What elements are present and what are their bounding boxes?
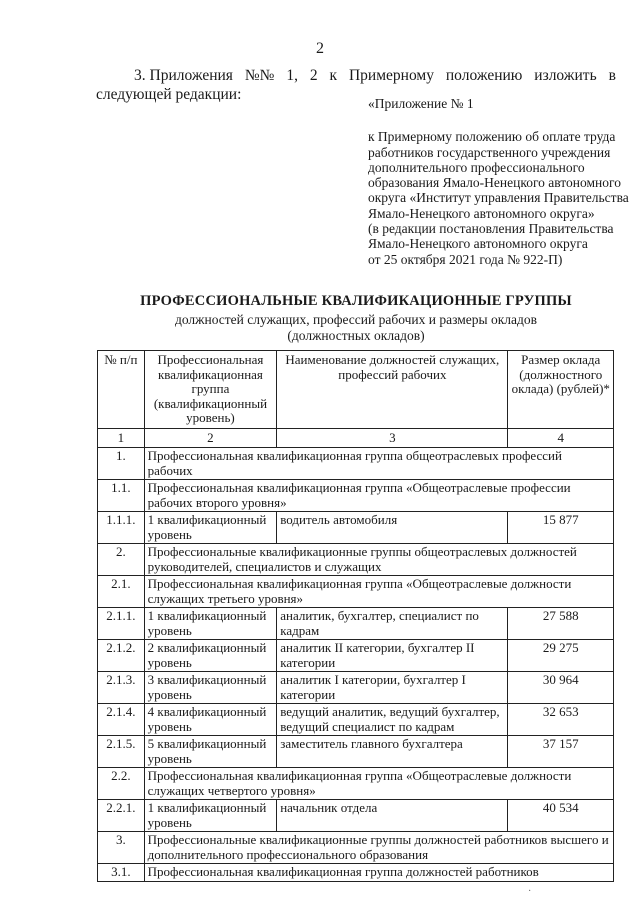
document-subheading-1: должностей служащих, профессий рабочих и размеры окладов (174, 312, 538, 327)
row-number: 3.1. (98, 864, 145, 882)
salary-value: 29 275 (508, 640, 614, 672)
group-title: Профессиональная квалификационная группа общеотраслевых профессий рабочих (144, 448, 613, 480)
salary-value: 15 877 (508, 512, 614, 544)
annex-title: «Приложение № 1 (368, 96, 474, 111)
row-number: 2.1.5. (98, 736, 145, 768)
qualification-level: 4 квалификационный уровень (144, 704, 277, 736)
row-number: 1.1. (98, 480, 145, 512)
annex-line: округа «Институт управления Правительства (368, 190, 629, 206)
annex-lines (368, 129, 628, 267)
salary-value: 37 157 (508, 736, 614, 768)
header-num: № п/п (98, 351, 145, 429)
table-row (98, 608, 614, 640)
group-title: Профессиональная квалификационная группа «Общеотраслевые должности служащих четвертого уровня» (144, 768, 613, 800)
annex-line: (в редакции постановления Правительства (368, 221, 614, 237)
annex-line: от 25 октября 2021 года № 922-П) (368, 251, 563, 267)
table-row (98, 800, 614, 832)
intro-word: положению (445, 67, 523, 84)
position-names: заместитель главного бухгалтера (277, 736, 508, 768)
table-row (98, 736, 614, 768)
qualification-level: 1 квалификационный уровень (144, 608, 277, 640)
table-row (98, 448, 614, 480)
group-title: Профессиональные квалификационные группы должностей работников высшего и дополнительного профессионального образования (144, 832, 613, 864)
position-names: ведущий аналитик, ведущий бухгалтер, ведущий специалист по кадрам (277, 704, 508, 736)
intro-word: 3. Приложения (134, 67, 233, 84)
annex-line: дополнительного профессионального (368, 159, 585, 175)
col-number: 2 (144, 428, 277, 448)
annex-line: образования Ямало-Ненецкого автономного (368, 175, 621, 191)
row-number: 2.2. (98, 768, 145, 800)
qualification-level: 3 квалификационный уровень (144, 672, 277, 704)
salary-value: 27 588 (508, 608, 614, 640)
column-number-row (98, 428, 614, 448)
intro-line-1 (96, 66, 616, 85)
group-title: Профессиональная квалификационная группа «Общеотраслевые профессии рабочих второго уровня» (144, 480, 613, 512)
table-row (98, 864, 614, 882)
row-number: 1.1.1. (98, 512, 145, 544)
table-row (98, 512, 614, 544)
salary-value: 40 534 (508, 800, 614, 832)
row-number: 2.1.4. (98, 704, 145, 736)
row-number: 2.1. (98, 576, 145, 608)
position-names: начальник отдела (277, 800, 508, 832)
qualification-level: 1 квалификационный уровень (144, 800, 277, 832)
header-salary: Размер оклада (должностного оклада) (рублей)* (508, 351, 614, 429)
intro-word: к (329, 67, 338, 84)
annex-line: Ямало-Ненецкого автономного округа» (368, 205, 595, 221)
table-row (98, 576, 614, 608)
table-row (98, 768, 614, 800)
row-number: 2.1.3. (98, 672, 145, 704)
col-number: 3 (277, 428, 508, 448)
intro-word: в (608, 67, 616, 84)
row-number: 3. (98, 832, 145, 864)
annex-line: к Примерному положению об оплате труда (368, 129, 616, 145)
annex-reference (368, 96, 628, 267)
salary-table (97, 350, 614, 882)
group-title: Профессиональная квалификационная группа «Общеотраслевые должности служащих третьего уровня» (144, 576, 613, 608)
document-subheading-2: (должностных окладов) (287, 328, 425, 343)
intro-line-2: следующей редакции: (96, 86, 242, 103)
scan-mark: · (528, 886, 532, 897)
group-title: Профессиональная квалификационная группа должностей работников (144, 864, 613, 882)
intro-word: Примерному (348, 67, 434, 84)
row-number: 2.2.1. (98, 800, 145, 832)
page-number: 2 (316, 40, 324, 57)
header-group: Профессиональная квалификационная группа (квалификационный уровень) (144, 351, 277, 429)
table-row (98, 480, 614, 512)
qualification-level: 2 квалификационный уровень (144, 640, 277, 672)
position-names: аналитик, бухгалтер, специалист по кадрам (277, 608, 508, 640)
annex-line: Ямало-Ненецкого автономного округа (368, 236, 588, 252)
position-names: аналитик I категории, бухгалтер I категории (277, 672, 508, 704)
table-row (98, 672, 614, 704)
qualification-level: 5 квалификационный уровень (144, 736, 277, 768)
row-number: 1. (98, 448, 145, 480)
annex-line: работников государственного учреждения (368, 144, 611, 160)
intro-word: изложить (534, 67, 597, 84)
table-header-row (98, 351, 614, 429)
intro-word: №№ (244, 67, 275, 84)
salary-value: 30 964 (508, 672, 614, 704)
row-number: 2. (98, 544, 145, 576)
table-row (98, 640, 614, 672)
salary-value: 32 653 (508, 704, 614, 736)
table-row (98, 704, 614, 736)
table-row (98, 544, 614, 576)
position-names: водитель автомобиля (277, 512, 508, 544)
row-number: 2.1.1. (98, 608, 145, 640)
table-row (98, 832, 614, 864)
row-number: 2.1.2. (98, 640, 145, 672)
col-number: 4 (508, 428, 614, 448)
intro-word: 2 (309, 67, 318, 84)
header-position: Наименование должностей служащих, профессий рабочих (277, 351, 508, 429)
qualification-level: 1 квалификационный уровень (144, 512, 277, 544)
group-title: Профессиональные квалификационные группы общеотраслевых должностей руководителей, специалистов и служащих (144, 544, 613, 576)
document-heading: ПРОФЕССИОНАЛЬНЫЕ КВАЛИФИКАЦИОННЫЕ ГРУППЫ (140, 293, 572, 309)
col-number: 1 (98, 428, 145, 448)
position-names: аналитик II категории, бухгалтер II категории (277, 640, 508, 672)
intro-word: 1, (286, 67, 298, 84)
